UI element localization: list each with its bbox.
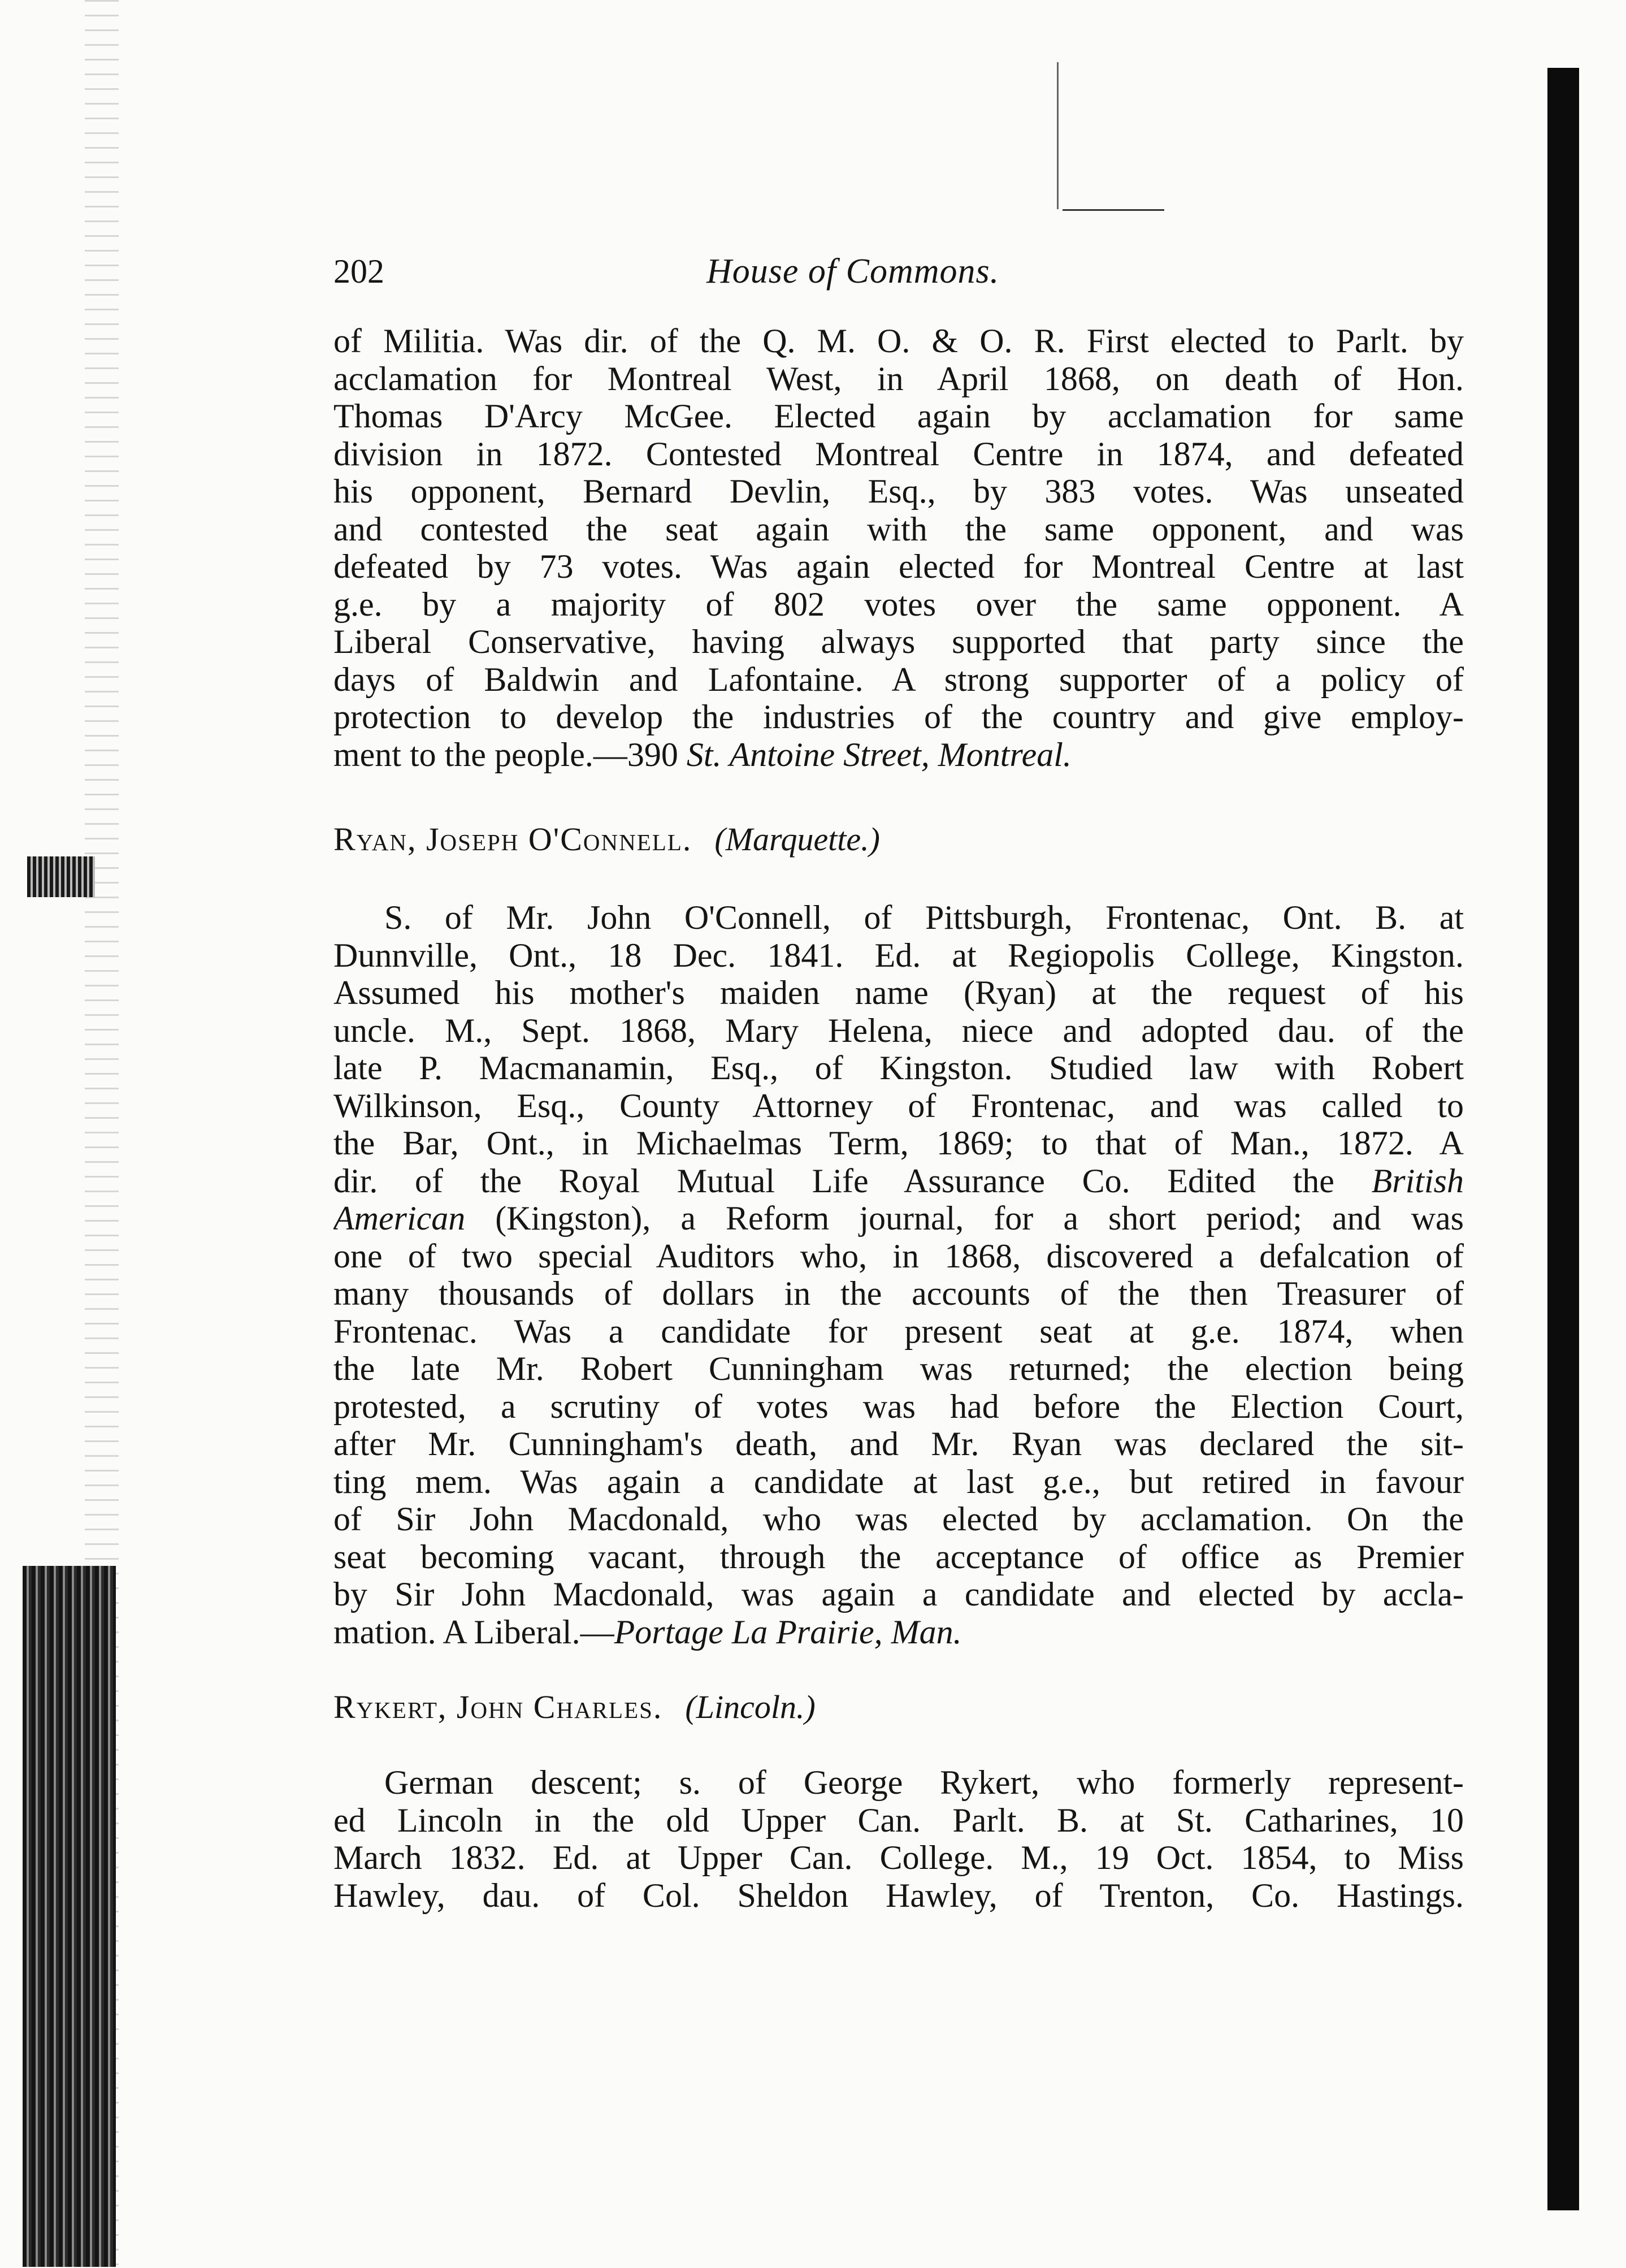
text-line: the Bar, Ont., in Michaelmas Term, 1869; to that of Man., 1872. A: [333, 1124, 1464, 1162]
entry-body-ryan: [333, 899, 1464, 1651]
riding-name: (Lincoln.): [685, 1689, 816, 1725]
scan-artifact-binding: [23, 1566, 116, 2267]
text-line: [333, 736, 1464, 774]
text-line: g.e. by a majority of 802 votes over the same opponent. A: [333, 585, 1464, 623]
text-fragment: (Kingston), a Reform journal, for a short period; and was: [465, 1200, 1464, 1237]
text-line: defeated by 73 votes. Was again elected for Montreal Centre at last: [333, 548, 1464, 585]
entry-heading-ryan: [333, 820, 880, 859]
scan-mark: [1057, 62, 1059, 209]
running-title: House of Commons.: [706, 252, 1000, 291]
text-fragment: dir. of the Royal Mutual Life Assurance Co. Edited the: [333, 1162, 1372, 1200]
riding-name: (Marquette.): [714, 821, 880, 858]
continuation-paragraph: [333, 322, 1464, 773]
member-name: Rykert, John Charles.: [333, 1689, 663, 1725]
text-line: Dunnville, Ont., 18 Dec. 1841. Ed. at Regiopolis College, Kingston.: [333, 936, 1464, 974]
text-line: S. of Mr. John O'Connell, of Pittsburgh, Frontenac, Ont. B. at: [384, 899, 1464, 936]
text-line: many thousands of dollars in the accounts of the then Treasurer of: [333, 1275, 1464, 1312]
text-line: and contested the seat again with the same opponent, and was: [333, 510, 1464, 548]
text-line: March 1832. Ed. at Upper Can. College. M., 19 Oct. 1854, to Miss: [333, 1839, 1464, 1876]
text-line: Wilkinson, Esq., County Attorney of Frontenac, and was called to: [333, 1087, 1464, 1124]
address: St. Antoine Street, Montreal.: [686, 735, 1072, 773]
text-line: ed Lincoln in the old Upper Can. Parlt. B. at St. Catharines, 10: [333, 1801, 1464, 1839]
text-line: protection to develop the industries of the country and give employ-: [333, 698, 1464, 735]
running-head: [333, 249, 1464, 294]
text-line: after Mr. Cunningham's death, and Mr. Ryan was declared the sit-: [333, 1425, 1464, 1462]
publication-title: American: [333, 1200, 466, 1237]
text-line: Assumed his mother's maiden name (Ryan) at the request of his: [333, 974, 1464, 1011]
entry-body-rykert: [333, 1764, 1464, 1914]
text-line: days of Baldwin and Lafontaine. A strong supporter of a policy of: [333, 660, 1464, 698]
publication-title: British: [1371, 1162, 1464, 1200]
text-line: uncle. M., Sept. 1868, Mary Helena, niece and adopted dau. of the: [333, 1011, 1464, 1049]
text-line: Frontenac. Was a candidate for present seat at g.e. 1874, when: [333, 1312, 1464, 1350]
scan-mark: [1063, 209, 1164, 211]
scan-artifact-block: [27, 856, 95, 897]
text-fragment: mation. A Liberal.—: [333, 1613, 614, 1651]
entry-heading-rykert: [333, 1687, 816, 1727]
text-line: German descent; s. of George Rykert, who formerly represent-: [384, 1764, 1464, 1801]
text-line: late P. Macmanamin, Esq., of Kingston. Studied law with Robert: [333, 1049, 1464, 1087]
scan-edge-bar: [1547, 68, 1579, 2210]
text-line: of Sir John Macdonald, who was elected by acclamation. On the: [333, 1500, 1464, 1538]
text-line: protested, a scrutiny of votes was had before the Election Court,: [333, 1387, 1464, 1425]
text-line: of Militia. Was dir. of the Q. M. O. & O. R. First elected to Parlt. by: [333, 322, 1464, 360]
text-line: the late Mr. Robert Cunningham was returned; the election being: [333, 1350, 1464, 1387]
text-line: [333, 1613, 1464, 1651]
text-fragment: ment to the people.—390: [333, 735, 687, 773]
text-line: seat becoming vacant, through the acceptance of office as Premier: [333, 1538, 1464, 1576]
text-line: Thomas D'Arcy McGee. Elected again by acclamation for same: [333, 397, 1464, 435]
text-line: acclamation for Montreal West, in April 1868, on death of Hon.: [333, 360, 1464, 397]
member-name: Ryan, Joseph O'Connell.: [333, 821, 692, 858]
text-line: ting mem. Was again a candidate at last g.e., but retired in favour: [333, 1462, 1464, 1500]
text-line: one of two special Auditors who, in 1868, discovered a defalcation of: [333, 1237, 1464, 1275]
text-line: division in 1872. Contested Montreal Centre in 1874, and defeated: [333, 435, 1464, 473]
text-line: Hawley, dau. of Col. Sheldon Hawley, of Trenton, Co. Hastings.: [333, 1876, 1464, 1914]
text-line: Liberal Conservative, having always supported that party since the: [333, 623, 1464, 660]
text-line: his opponent, Bernard Devlin, Esq., by 383 votes. Was unseated: [333, 473, 1464, 510]
text-line: by Sir John Macdonald, was again a candidate and elected by accla-: [333, 1576, 1464, 1613]
text-line: [333, 1162, 1464, 1200]
text-line: [333, 1200, 1464, 1237]
page-number: 202: [333, 253, 384, 290]
address: Portage La Prairie, Man.: [614, 1613, 962, 1651]
